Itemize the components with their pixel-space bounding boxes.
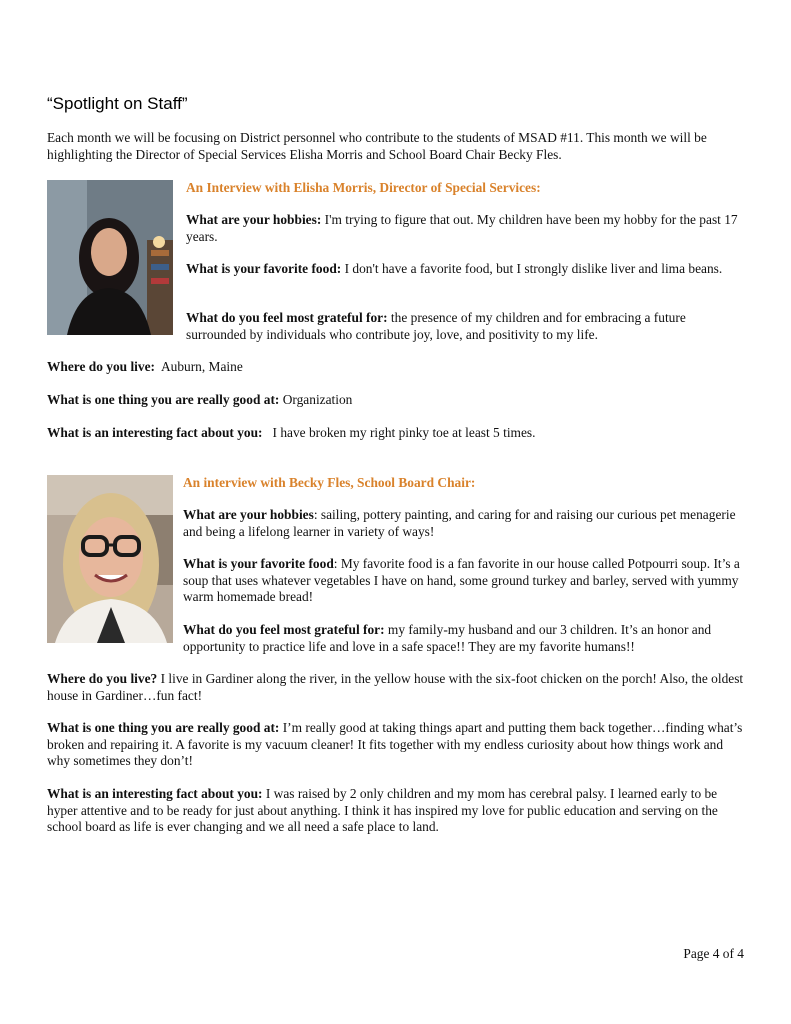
question-label: What is one thing you are really good at: <box>47 720 280 735</box>
question-label: What are your hobbies <box>183 507 314 522</box>
interview2-fact <box>47 786 747 836</box>
interview1-good-at <box>47 392 747 409</box>
interview1-hobbies <box>186 212 746 245</box>
interview1-grateful <box>186 310 746 343</box>
interview2-heading: An interview with Becky Fles, School Board Chair: <box>183 475 476 490</box>
page-number: Page 4 of 4 <box>683 946 744 961</box>
elisha-morris-photo <box>47 180 173 335</box>
question-label: What is your favorite food <box>183 556 334 571</box>
interview2-hobbies <box>183 507 743 540</box>
interview1-fact <box>47 425 747 442</box>
answer-text: I was raised by 2 only children and my mom has cerebral palsy. I learned early to be hyper attentive and to be ready for just about anything. I think it has inspired my love for public education and serving on the school board as life is ever changing and we all need a safe place to land. <box>47 786 718 834</box>
question-label: What do you feel most grateful for: <box>186 310 388 325</box>
answer-text: I live in Gardiner along the river, in the yellow house with the six-foot chicken on the porch! Also, the oldest house in Gardiner…fun fact! <box>47 671 744 703</box>
intro-paragraph: Each month we will be focusing on District personnel who contribute to the students of MSAD #11. This month we will be highlighting the Director of Special Services Elisha Morris and School Board Chair Becky Fles. <box>47 130 707 162</box>
answer-text: : My favorite food is a fan favorite in our house called Potpourri soup. It’s a soup that uses whatever vegetables I have on hand, some ground turkey and barley, served with yummy warm homemade bread! <box>183 556 740 604</box>
answer-text: I don't have a favorite food, but I strongly dislike liver and lima beans. <box>341 261 723 276</box>
answer-text: I’m really good at taking things apart and putting them back together…finding what’s broken and repairing it. A favorite is my vacuum cleaner! It fits together with my endless curiosity about how things work and why sometimes they don’t! <box>47 720 743 768</box>
answer-text: Auburn, Maine <box>155 359 243 374</box>
interview2-live <box>47 671 747 704</box>
question-label: Where do you live? <box>47 671 158 686</box>
interview2-good-at <box>47 720 747 770</box>
interview1-food <box>186 261 746 278</box>
question-label: What is an interesting fact about you: <box>47 786 263 801</box>
question-label: Where do you live: <box>47 359 155 374</box>
interview2-food <box>183 556 748 606</box>
question-label: What is one thing you are really good at: <box>47 392 280 407</box>
interview1-heading: An Interview with Elisha Morris, Director of Special Services: <box>186 180 541 195</box>
question-label: What are your hobbies: <box>186 212 322 227</box>
question-label: What is an interesting fact about you: <box>47 425 263 440</box>
interview2-grateful <box>183 622 743 655</box>
answer-text: Organization <box>279 392 353 407</box>
interview1-live <box>47 359 747 376</box>
answer-text: the presence of my children and for embracing a future surrounded by individuals who contribute joy, love, and positivity to my life. <box>186 310 686 342</box>
answer-text: my family-my husband and our 3 children. It’s an honor and opportunity to practice life and love in a safe space!! They are my favorite humans!! <box>183 622 712 654</box>
question-label: What is your favorite food: <box>186 261 342 276</box>
answer-text: : sailing, pottery painting, and caring for and raising our curious pet menagerie and being a lifelong learner in variety of ways! <box>183 507 736 539</box>
becky-fles-photo <box>47 475 173 643</box>
answer-text: I have broken my right pinky toe at least 5 times. <box>262 425 536 440</box>
answer-text: I'm trying to figure that out. My children have been my hobby for the past 17 years. <box>186 212 738 244</box>
page-title: “Spotlight on Staff” <box>47 94 188 113</box>
question-label: What do you feel most grateful for: <box>183 622 385 637</box>
